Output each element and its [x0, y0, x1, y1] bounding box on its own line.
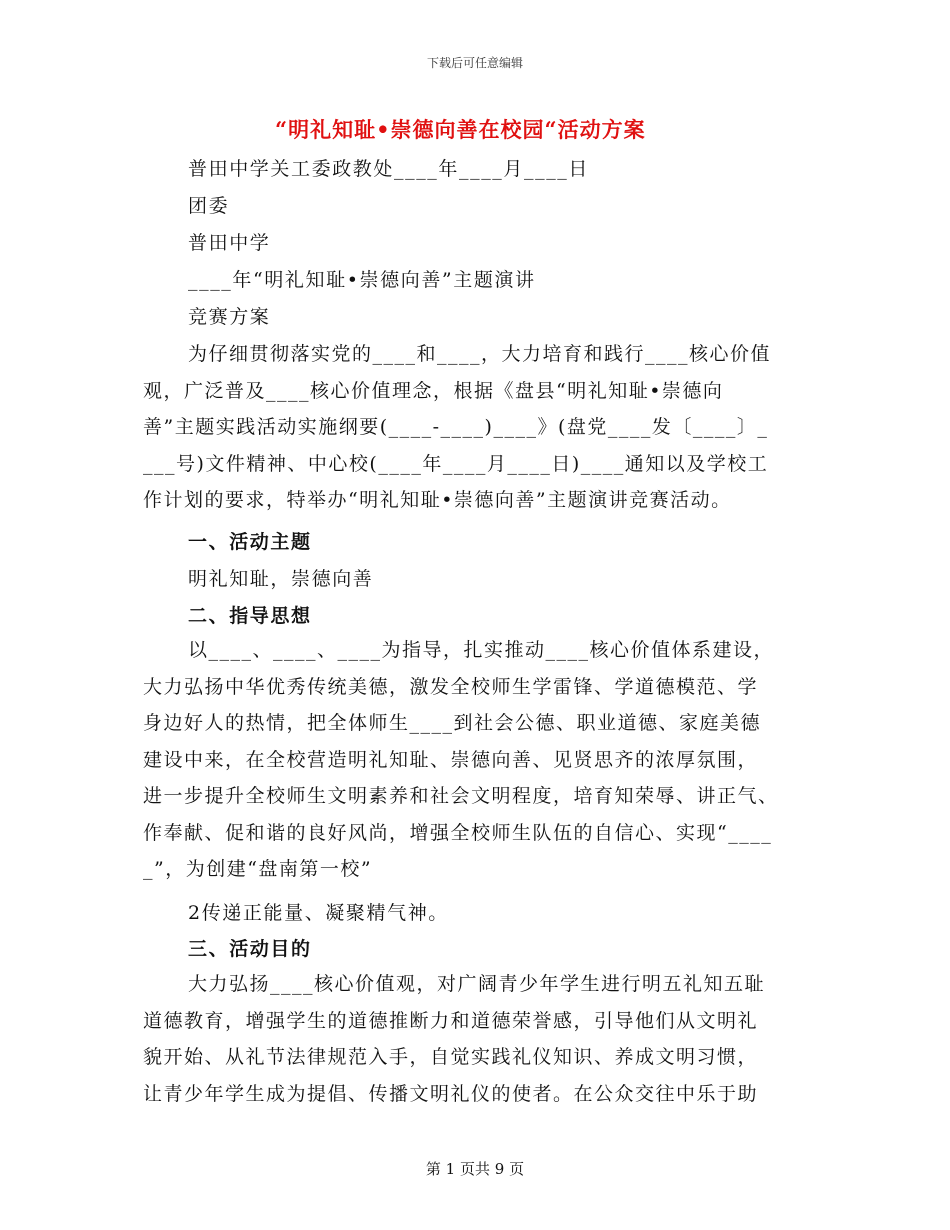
intro-line: 普田中学关工委政教处____年____月____日	[188, 158, 590, 180]
intro-line: 团委	[188, 195, 230, 217]
paragraph-line: 大力弘扬中华优秀传统美德，激发全校师生学雷锋、学道德模范、学	[143, 675, 759, 698]
page-header-note: 下载后可任意编辑	[426, 56, 523, 70]
paragraph-line: 为仔细贯彻落实党的____和____，大力培育和践行____核心价值	[188, 343, 772, 365]
intro-line: ____年“明礼知耻•崇德向善”主题演讲	[188, 269, 536, 291]
section-heading-purpose: 三、活动目的	[188, 938, 312, 960]
document-title: “明礼知耻•崇德向善在校园“活动方案	[275, 117, 646, 142]
intro-line: 竞赛方案	[188, 306, 271, 328]
guiding-ideology-extra: 2传递正能量、凝聚精气神。	[188, 902, 449, 924]
guiding-ideology-paragraph	[143, 632, 823, 888]
paragraph-line: 道德教育，增强学生的道德推断力和道德荣誉感，引导他们从文明礼	[143, 1009, 759, 1032]
purpose-paragraph	[143, 966, 823, 1112]
paragraph-line: 建设中来，在全校营造明礼知耻、崇德向善、见贤思齐的浓厚氛围，	[143, 748, 759, 771]
section-text-theme: 明礼知耻，崇德向善	[188, 568, 374, 590]
section-heading-guiding-ideology: 二、指导思想	[188, 605, 312, 627]
paragraph-line: 大力弘扬____核心价值观，对广阔青少年学生进行明五礼知五耻	[188, 973, 766, 995]
paragraph-line: 善”主题实践活动实施纲要(____-____)____》(盘党____发〔____〕_	[143, 416, 769, 438]
preface-paragraph	[143, 336, 823, 519]
paragraph-line: 貌开始、从礼节法律规范入手，自觉实践礼仪知识、养成文明习惯，	[143, 1046, 759, 1068]
paragraph-line: 身边好人的热情，把全体师生____到社会公德、职业道德、家庭美德	[143, 712, 762, 734]
paragraph-line: 观，广泛普及____核心价值理念，根据《盘县“明礼知耻•崇德向	[143, 379, 724, 402]
section-heading-theme: 一、活动主题	[188, 531, 312, 553]
page-number: 第 1 页共 9 页	[425, 1160, 525, 1178]
intro-line: 普田中学	[188, 232, 271, 254]
paragraph-line: 进一步提升全校师生文明素养和社会文明程度，培育知荣辱、讲正气、	[143, 785, 779, 807]
paragraph-line: _”，为创建“盘南第一校”	[143, 858, 373, 880]
paragraph-line: 让青少年学生成为提倡、传播文明礼仪的使者。在公众交往中乐于助	[143, 1082, 759, 1105]
paragraph-line: 以____、____、____为指导，扎实推动____核心价值体系建设，	[188, 639, 775, 661]
paragraph-line: 作奉献、促和谐的良好风尚，增强全校师生队伍的自信心、实现“____	[143, 821, 773, 844]
paragraph-line: ___号)文件精神、中心校(____年____月____日)____通知以及学校工	[143, 452, 769, 475]
paragraph-line: 作计划的要求，特举办“明礼知耻•崇德向善”主题演讲竞赛活动。	[143, 489, 732, 511]
